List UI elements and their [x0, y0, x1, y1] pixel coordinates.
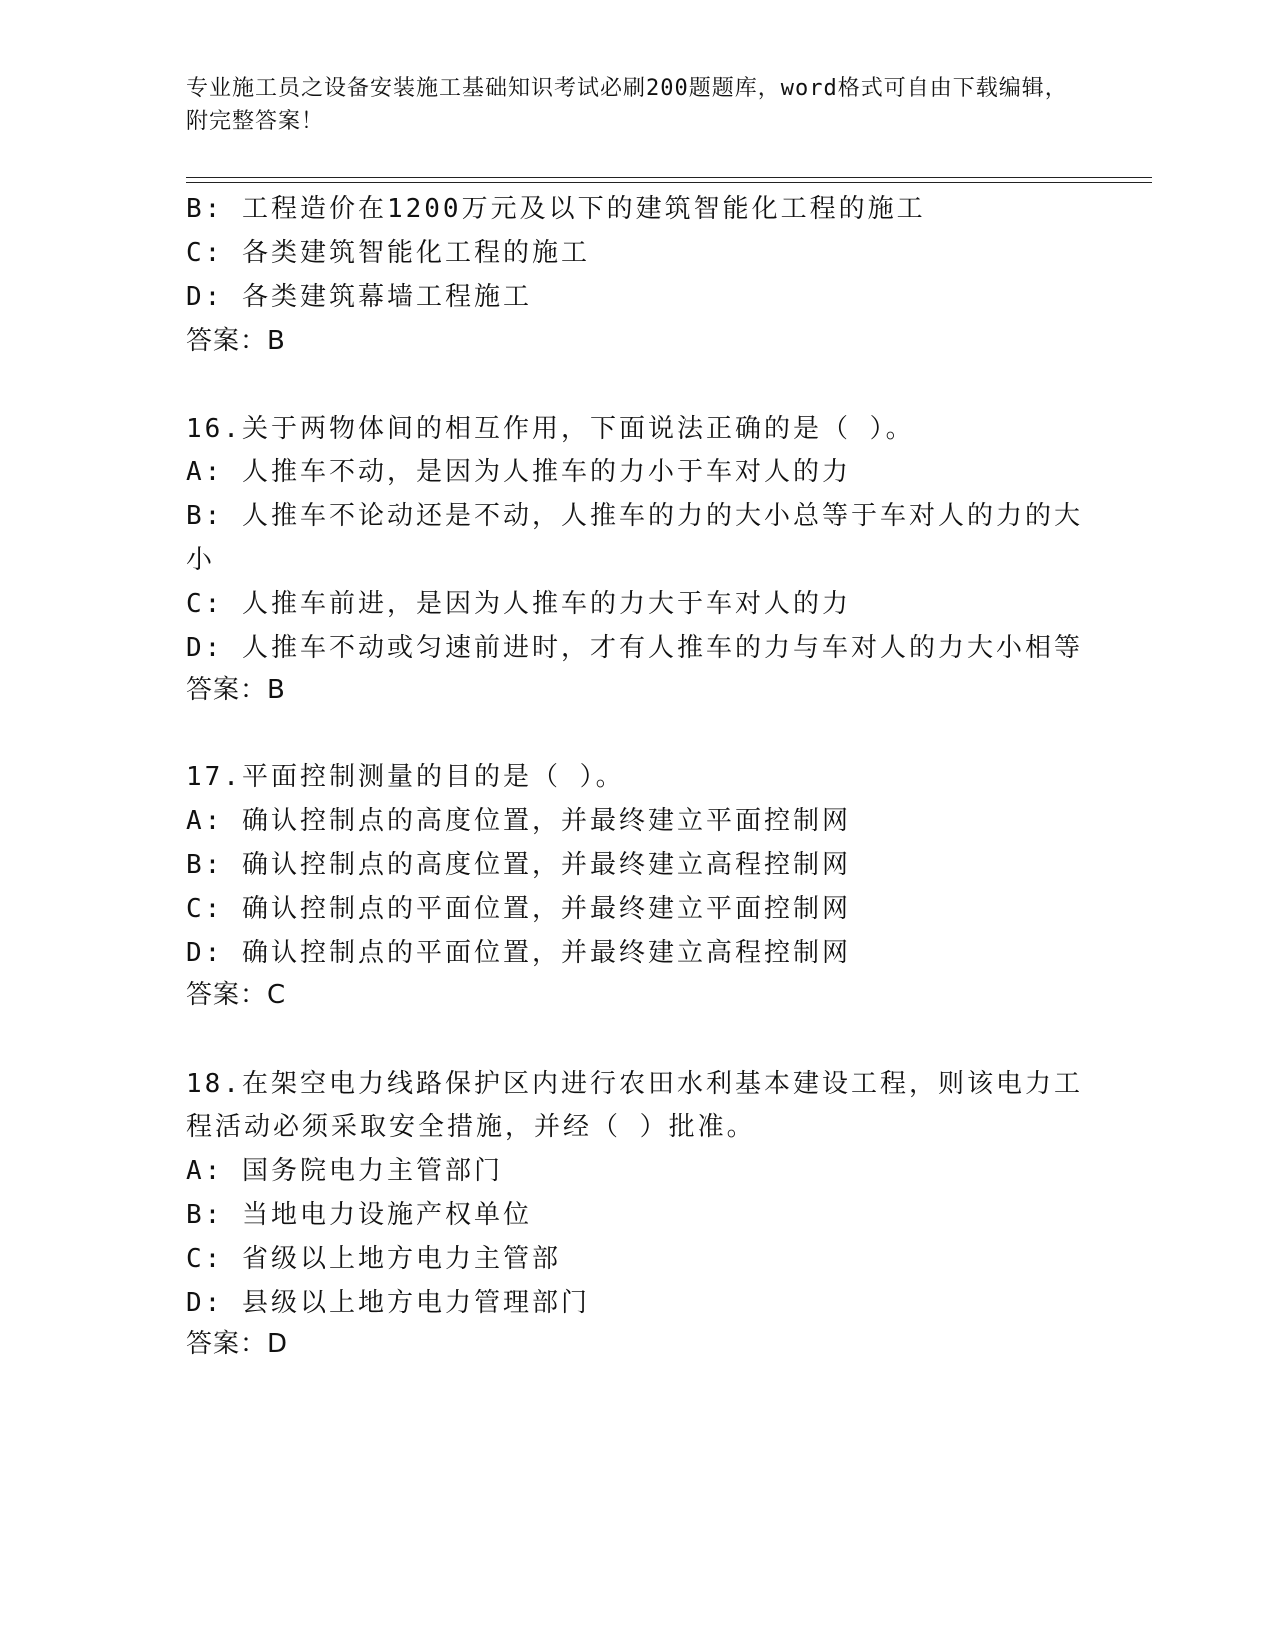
- q18-stem: 18.在架空电力线路保护区内进行农田水利基本建设工程，则该电力工: [186, 1069, 1083, 1099]
- q16-option-b-cont: 小: [186, 545, 216, 575]
- q16-option-a: A: 人推车不动，是因为人推车的力小于车对人的力: [186, 457, 851, 487]
- prev-option-d: D: 各类建筑幕墙工程施工: [186, 282, 532, 312]
- q17-option-b: B: 确认控制点的高度位置，并最终建立高程控制网: [186, 850, 851, 880]
- q16-answer: 答案：B: [186, 675, 286, 705]
- document-header: 专业施工员之设备安装施工基础知识考试必刷200题题库，word格式可自由下载编辑，附完整答案！: [186, 76, 1068, 134]
- q16-option-d: D: 人推车不动或匀速前进时，才有人推车的力与车对人的力大小相等: [186, 633, 1083, 663]
- header-rule-top: [186, 177, 1152, 178]
- q18-option-c: C: 省级以上地方电力主管部: [186, 1244, 561, 1274]
- prev-option-b: B: 工程造价在1200万元及以下的建筑智能化工程的施工: [186, 194, 926, 224]
- q18-answer: 答案：D: [186, 1329, 289, 1359]
- prev-answer: 答案：B: [186, 326, 286, 356]
- q16-option-c: C: 人推车前进，是因为人推车的力大于车对人的力: [186, 589, 851, 619]
- q18-option-d: D: 县级以上地方电力管理部门: [186, 1288, 590, 1318]
- q17-option-c: C: 确认控制点的平面位置，并最终建立平面控制网: [186, 894, 851, 924]
- q17-answer: 答案：C: [186, 980, 287, 1010]
- q17-option-d: D: 确认控制点的平面位置，并最终建立高程控制网: [186, 938, 851, 968]
- q18-option-a: A: 国务院电力主管部门: [186, 1156, 503, 1186]
- prev-option-c: C: 各类建筑智能化工程的施工: [186, 238, 590, 268]
- q16-stem: 16.关于两物体间的相互作用，下面说法正确的是（ ）。: [186, 414, 915, 444]
- q18-stem-cont: 程活动必须采取安全措施，并经（ ）批准。: [186, 1112, 756, 1142]
- q16-option-b: B: 人推车不论动还是不动，人推车的力的大小总等于车对人的力的大: [186, 501, 1083, 531]
- q18-option-b: B: 当地电力设施产权单位: [186, 1200, 532, 1230]
- header-rule-bottom: [186, 182, 1152, 183]
- q17-stem: 17.平面控制测量的目的是（ ）。: [186, 762, 625, 792]
- q17-option-a: A: 确认控制点的高度位置，并最终建立平面控制网: [186, 806, 851, 836]
